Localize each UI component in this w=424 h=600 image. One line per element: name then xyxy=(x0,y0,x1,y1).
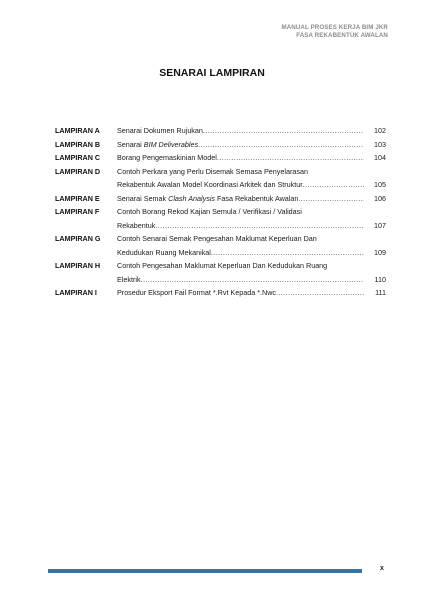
page-ref: 105 xyxy=(374,180,386,189)
appendix-title: Contoh Perkara yang Perlu Disemak Semasa Penyelarasan xyxy=(117,166,308,176)
page-ref: 110 xyxy=(374,274,386,284)
page-title: SENARAI LAMPIRAN xyxy=(159,67,265,79)
appendix-title-cont: Kedudukan Ruang Mekanikal xyxy=(117,247,211,257)
appendix-code: LAMPIRAN E xyxy=(55,193,100,203)
page-ref: 107 xyxy=(374,220,386,230)
page-ref: 111 xyxy=(375,288,386,297)
appendix-entry-f xyxy=(55,205,386,232)
dot-leader xyxy=(141,273,364,287)
appendix-entry-i xyxy=(55,286,386,300)
page-ref: 106 xyxy=(374,193,386,203)
appendix-code: LAMPIRAN H xyxy=(55,261,101,270)
appendix-title: Senarai Dokumen Rujukan xyxy=(117,126,203,135)
appendix-code: LAMPIRAN C xyxy=(55,153,101,162)
appendix-code: LAMPIRAN F xyxy=(55,207,100,216)
page-number: x xyxy=(380,565,384,572)
dot-leader xyxy=(198,138,364,152)
appendix-code: LAMPIRAN G xyxy=(55,234,101,243)
title-text-post: Fasa Rekabentuk Awalan xyxy=(215,193,299,203)
title-text: Senarai Semak xyxy=(117,193,169,203)
page-ref: 109 xyxy=(374,247,386,257)
appendix-entry-h xyxy=(55,259,386,286)
appendix-title-cont: Elektrik xyxy=(117,274,141,284)
appendix-title: Contoh Borang Rekod Kajian Semula / Verifikasi / Validasi xyxy=(117,207,302,216)
footer-rule xyxy=(48,569,362,573)
appendix-title: Contoh Pengesahan Maklumat Keperluan Dan Kedudukan Ruang xyxy=(117,261,328,270)
page-ref: 102 xyxy=(374,126,386,135)
appendix-title: Contoh Senarai Semak Pengesahan Maklumat Keperluan Dan xyxy=(117,234,317,243)
dot-leader xyxy=(211,246,364,260)
running-header xyxy=(281,24,388,40)
title-italic: BIM Deliverables xyxy=(143,139,199,149)
appendix-code: LAMPIRAN I xyxy=(55,288,97,297)
page-ref: 104 xyxy=(374,153,386,162)
appendix-code: LAMPIRAN D xyxy=(55,166,101,176)
dot-leader xyxy=(217,151,364,165)
title-text: Senarai xyxy=(117,139,144,149)
dot-leader xyxy=(303,178,364,192)
appendix-title: Borang Pengemaskinian Model xyxy=(117,153,217,162)
appendix-entry-b xyxy=(55,138,386,152)
appendix-entry-d xyxy=(55,165,386,192)
appendix-title xyxy=(117,138,198,152)
appendix-title: Prosedur Eksport Fail Format *.Rvt Kepada *.Nwc xyxy=(117,288,276,297)
dot-leader xyxy=(298,192,364,206)
dot-leader xyxy=(203,124,364,138)
appendix-code: LAMPIRAN B xyxy=(55,139,101,149)
page-ref: 103 xyxy=(374,139,386,149)
header-line-2: FASA REKABENTUK AWALAN xyxy=(296,32,388,39)
appendix-title-cont: Rekabentuk Awalan Model Koordinasi Arkitek dan Struktur xyxy=(117,180,303,189)
appendix-list xyxy=(55,124,386,300)
dot-leader xyxy=(276,286,364,300)
appendix-title-cont: Rekabentuk xyxy=(117,220,156,230)
appendix-entry-c xyxy=(55,151,386,165)
header-line-1: MANUAL PROSES KERJA BIM JKR xyxy=(281,24,388,31)
appendix-title xyxy=(117,192,298,206)
appendix-entry-g xyxy=(55,232,386,259)
appendix-code: LAMPIRAN A xyxy=(55,126,100,135)
dot-leader xyxy=(155,219,364,233)
title-italic: Clash Analysis xyxy=(168,193,216,203)
appendix-entry-a xyxy=(55,124,386,138)
appendix-entry-e xyxy=(55,192,386,206)
